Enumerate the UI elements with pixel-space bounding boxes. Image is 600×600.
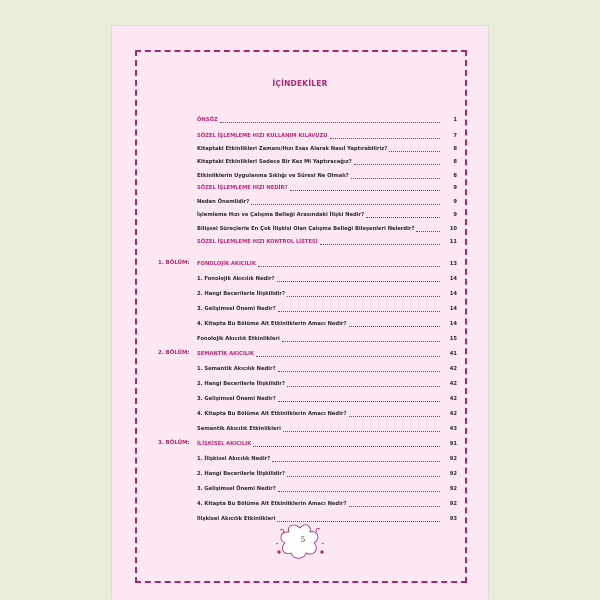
dot-leader	[389, 151, 440, 152]
toc-entry	[197, 114, 457, 124]
chapter-label: 3. BÖLÜM:	[158, 440, 190, 446]
toc-entry	[197, 196, 457, 206]
toc-entry	[197, 236, 457, 246]
dot-leader	[251, 204, 440, 205]
dot-leader	[282, 341, 440, 342]
toc-entry-title: SÖZEL İŞLEMLEME HIZI KULLANIM KILAVUZU	[197, 133, 328, 139]
dot-leader	[366, 217, 440, 218]
toc-entry	[197, 408, 457, 418]
toc-entry	[197, 223, 457, 233]
toc-entry	[197, 143, 457, 153]
toc-entry	[197, 333, 457, 343]
dot-leader	[320, 244, 440, 245]
toc-entry-title: 2. Hangi Becerilerle İlişkilidir?	[197, 381, 285, 387]
toc-entry-title: Bilişsel Süreçlerle En Çok İlişkisi Olan Çalışma Belleği Bileşenleri Nelerdir?	[197, 226, 415, 232]
dot-leader	[351, 178, 440, 179]
dot-leader	[330, 138, 441, 139]
toc-entry-page: 91	[449, 441, 457, 447]
toc-entry-title: 2. Hangi Becerilerle İlişkilidir?	[197, 471, 285, 477]
toc-entry-page: 7	[453, 133, 457, 139]
toc-entry-title: SÖZEL İŞLEMLEME HIZI KONTROL LİSTESİ	[197, 239, 318, 245]
toc-entry-title: Etkinliklerin Uygulanma Sıklığı ve Süresi Ne Olmalı?	[197, 173, 349, 179]
toc-entry-page: 10	[449, 226, 457, 232]
dot-leader	[349, 506, 441, 507]
toc-entry	[197, 303, 457, 313]
dot-leader	[272, 461, 440, 462]
toc-entry-title: 4. Kitapta Bu Bölüme Ait Etkinliklerin Amacı Nedir?	[197, 411, 347, 417]
toc-entry-title: 2. Hangi Becerilerle İlişkilidir?	[197, 291, 285, 297]
dot-leader	[256, 356, 440, 357]
toc-entry	[197, 513, 457, 523]
toc-entry-title: 3. Gelişimsel Önemi Nedir?	[197, 396, 276, 402]
toc-entry-title: 1. İlişkisel Akıcılık Nedir?	[197, 456, 271, 462]
toc-entry	[197, 288, 457, 298]
dot-leader	[287, 296, 440, 297]
toc-entry-page: 1	[453, 117, 457, 123]
toc-entry-title: İLİŞKİSEL AKICILIK	[197, 441, 252, 447]
dot-leader	[278, 491, 440, 492]
toc-entry-page: 9	[453, 212, 457, 218]
toc-entry-title: SÖZEL İŞLEMLEME HIZI NEDİR?	[197, 185, 288, 191]
toc-entry-page: 13	[449, 261, 457, 267]
toc-entry-page: 8	[453, 146, 457, 152]
toc-entry	[197, 438, 457, 448]
toc-entry-title: 4. Kitapta Bu Bölüme Ait Etkinliklerin Amacı Nedir?	[197, 501, 347, 507]
toc-entry-page: 14	[449, 276, 457, 282]
toc-entry-page: 41	[449, 351, 457, 357]
toc-entry-title: 3. Gelişimsel Önemi Nedir?	[197, 486, 276, 492]
toc-title: İÇİNDEKİLER	[272, 79, 328, 88]
dot-leader	[253, 446, 440, 447]
toc-entry-page: 92	[449, 456, 457, 462]
toc-entry-title: Semantik Akıcılık Etkinlikleri	[197, 426, 281, 432]
toc-entry-page: 42	[449, 381, 457, 387]
toc-entry-title: Neden Önemlidir?	[197, 199, 250, 205]
dot-leader	[220, 122, 440, 123]
toc-entry-title: 1. Semantik Akıcılık Nedir?	[197, 366, 276, 372]
dot-leader	[278, 311, 440, 312]
toc-entry-title: SEMANTİK AKICILIK	[197, 351, 255, 357]
dot-leader	[278, 401, 440, 402]
toc-entry-title: İlişkisel Akıcılık Etkinlikleri	[197, 516, 276, 522]
dot-leader	[278, 371, 440, 372]
toc-entry	[197, 348, 457, 358]
dot-leader	[283, 431, 440, 432]
toc-entry	[197, 483, 457, 493]
toc-entry-page: 42	[449, 366, 457, 372]
toc-entry	[197, 498, 457, 508]
toc-entry	[197, 423, 457, 433]
toc-entry	[197, 363, 457, 373]
toc-entry-page: 42	[449, 411, 457, 417]
toc-entry	[197, 318, 457, 328]
toc-entry	[197, 468, 457, 478]
toc-entry-title: Fonolojik Akıcılık Etkinlikleri	[197, 336, 280, 342]
toc-entry-page: 8	[453, 159, 457, 165]
toc-entry-page: 43	[449, 426, 457, 432]
dot-leader	[354, 164, 440, 165]
toc-entry	[197, 170, 457, 180]
dot-leader	[349, 416, 441, 417]
toc-entry-page: 11	[449, 239, 457, 245]
toc-entry-page: 92	[449, 486, 457, 492]
toc-entry	[197, 182, 457, 192]
toc-entry-page: 8	[453, 173, 457, 179]
toc-entry-page: 15	[449, 336, 457, 342]
toc-entry-title: Kitaptaki Etkinlikleri Sadece Bir Kez Mi Yaptıracağız?	[197, 159, 352, 165]
toc-entry-title: 1. Fonolojik Akıcılık Nedir?	[197, 276, 275, 282]
toc-entry	[197, 378, 457, 388]
toc-entry-page: 14	[449, 321, 457, 327]
dot-leader	[349, 326, 441, 327]
dot-leader	[258, 266, 440, 267]
dot-leader	[277, 281, 440, 282]
chapter-label: 2. BÖLÜM:	[158, 350, 190, 356]
toc-entry-page: 9	[453, 199, 457, 205]
toc-entry	[197, 258, 457, 268]
toc-entry-title: 3. Gelişimsel Önemi Nedir?	[197, 306, 276, 312]
dot-leader	[287, 476, 440, 477]
toc-entry	[197, 453, 457, 463]
toc-entry-page: 92	[449, 471, 457, 477]
toc-entry-page: 14	[449, 306, 457, 312]
toc-entry-page: 93	[449, 516, 457, 522]
toc-entry-title: FONOLOJİK AKICILIK	[197, 261, 256, 267]
toc-entry-page: 42	[449, 396, 457, 402]
page-number: 5	[300, 536, 306, 544]
dot-leader	[290, 190, 441, 191]
dot-leader	[416, 231, 440, 232]
toc-entry-page: 9	[453, 185, 457, 191]
toc-entry-title: İşlemleme Hızı ve Çalışma Belleği Arasındaki İlişki Nedir?	[197, 212, 365, 218]
toc-entry-title: ÖNSÖZ	[197, 117, 218, 123]
chapter-label: 1. BÖLÜM:	[158, 260, 190, 266]
book-page	[112, 26, 488, 600]
toc-entry	[197, 130, 457, 140]
toc-entry-title: Kitaptaki Etkinlikleri Zamanı/Hızı Esas Alarak Nasıl Yaptırabiliriz?	[197, 146, 388, 152]
toc-entry-page: 14	[449, 291, 457, 297]
toc-entry	[197, 393, 457, 403]
toc-entry-page: 92	[449, 501, 457, 507]
toc-entry	[197, 273, 457, 283]
dot-leader	[287, 386, 440, 387]
toc-entry-title: 4. Kitapta Bu Bölüme Ait Etkinliklerin Amacı Nedir?	[197, 321, 347, 327]
toc-entry	[197, 156, 457, 166]
toc-entry	[197, 209, 457, 219]
